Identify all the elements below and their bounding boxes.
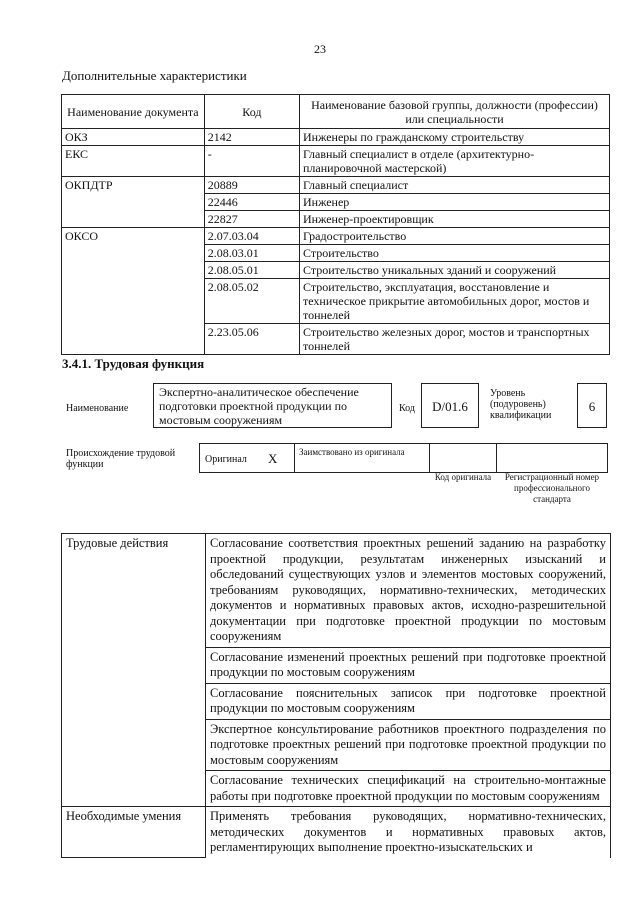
table-row [62, 228, 610, 245]
reg-number-label: Регистрационный номер профессионального стандарта [504, 472, 600, 504]
origin-label: Происхождение трудовой функции [66, 448, 176, 470]
code-original-label: Код оригинала [434, 472, 492, 482]
table-row [62, 146, 610, 177]
group-name-cell: Инженер [300, 194, 610, 211]
code-cell: 2.07.03.04 [204, 228, 299, 245]
header-group-name: Наименование базовой группы, должности (профессии) или специальности [300, 95, 610, 129]
code-original-cell [429, 443, 497, 473]
function-code-value: D/01.6 [421, 383, 479, 428]
skill-item: Применять требования руководящих, нормативно-технических, методических документов и нормативных правовых актов, регламентирующих выполнение проектно-изыскательских и [206, 807, 611, 858]
skills-label: Необходимые умения [62, 807, 206, 858]
document-cell: ОКСО [62, 228, 205, 355]
group-name-cell: Инженер-проектировщик [300, 211, 610, 228]
labor-action-item: Экспертное консультирование работников проектного подразделения по подготовке проектных решений при подготовке проектной продукции по мостовым сооружениям [206, 719, 611, 771]
section-title: Дополнительные характеристики [62, 68, 247, 83]
reg-number-cell [496, 443, 608, 473]
original-label: Оригинал [205, 454, 247, 465]
document-cell: ОКЗ [62, 129, 205, 146]
table-row [62, 129, 610, 146]
group-name-cell: Главный специалист [300, 177, 610, 194]
group-name-cell: Строительство [300, 245, 610, 262]
code-cell: - [204, 146, 299, 177]
code-cell: 22827 [204, 211, 299, 228]
header-code: Код [204, 95, 299, 129]
header-document: Наименование документа [62, 95, 205, 129]
group-name-cell: Строительство железных дорог, мостов и транспортных тоннелей [300, 324, 610, 355]
labor-action-item: Согласование пояснительных записок при подготовке проектной продукции по мостовым сооружениям [206, 683, 611, 719]
code-cell: 2.23.05.06 [204, 324, 299, 355]
group-name-cell: Главный специалист в отделе (архитектурно-планировочной мастерской) [300, 146, 610, 177]
group-name-cell: Градостроительство [300, 228, 610, 245]
code-cell: 20889 [204, 177, 299, 194]
labor-action-item: Согласование технических спецификаций на строительно-монтажные работы при подготовке проектной продукции по мостовым сооружениям [206, 771, 611, 807]
page-number: 23 [314, 42, 326, 56]
borrowed-label: Заимствовано из оригинала [299, 447, 405, 457]
original-cell [199, 443, 295, 473]
labor-actions-label: Трудовые действия [62, 534, 206, 807]
borrowed-cell [294, 443, 430, 473]
code-cell: 2.08.05.01 [204, 262, 299, 279]
table-row [62, 177, 610, 194]
name-label: Наименование [66, 403, 129, 414]
labor-action-item: Согласование изменений проектных решений при подготовке проектной продукции по мостовым сооружениям [206, 647, 611, 683]
code-cell: 2142 [204, 129, 299, 146]
level-value: 6 [577, 383, 607, 428]
document-cell: ЕКС [62, 146, 205, 177]
group-name-cell: Строительство, эксплуатация, восстановление и техническое прикрытие автомобильных дорог, мостов и тоннелей [300, 279, 610, 324]
classification-table [61, 94, 610, 355]
original-mark: X [268, 451, 278, 466]
code-cell: 2.08.03.01 [204, 245, 299, 262]
labor-table [61, 533, 611, 858]
code-label: Код [399, 403, 415, 414]
level-label: Уровень (подуровень) квалификации [490, 388, 552, 421]
labor-action-item: Согласование соответствия проектных решений заданию на разработку проектной продукции, результатам инженерных изысканий и обследований существующих узлов и элементов мостовых сооружений, требованиям руководящих, нормативно-технических, методических документов и нормативных правовых актов, исходно-разрешительной документации при подготовке проектной продукции по мостовым сооружениям [206, 534, 611, 648]
table-row [62, 534, 611, 648]
function-title: 3.4.1. Трудовая функция [62, 356, 205, 371]
code-cell: 2.08.05.02 [204, 279, 299, 324]
table-row [62, 807, 611, 858]
function-name-value: Экспертно-аналитическое обеспечение подготовки проектной продукции по мостовым сооружениям [153, 383, 392, 428]
group-name-cell: Инженеры по гражданскому строительству [300, 129, 610, 146]
group-name-cell: Строительство уникальных зданий и сооружений [300, 262, 610, 279]
code-cell: 22446 [204, 194, 299, 211]
document-cell: ОКПДТР [62, 177, 205, 228]
